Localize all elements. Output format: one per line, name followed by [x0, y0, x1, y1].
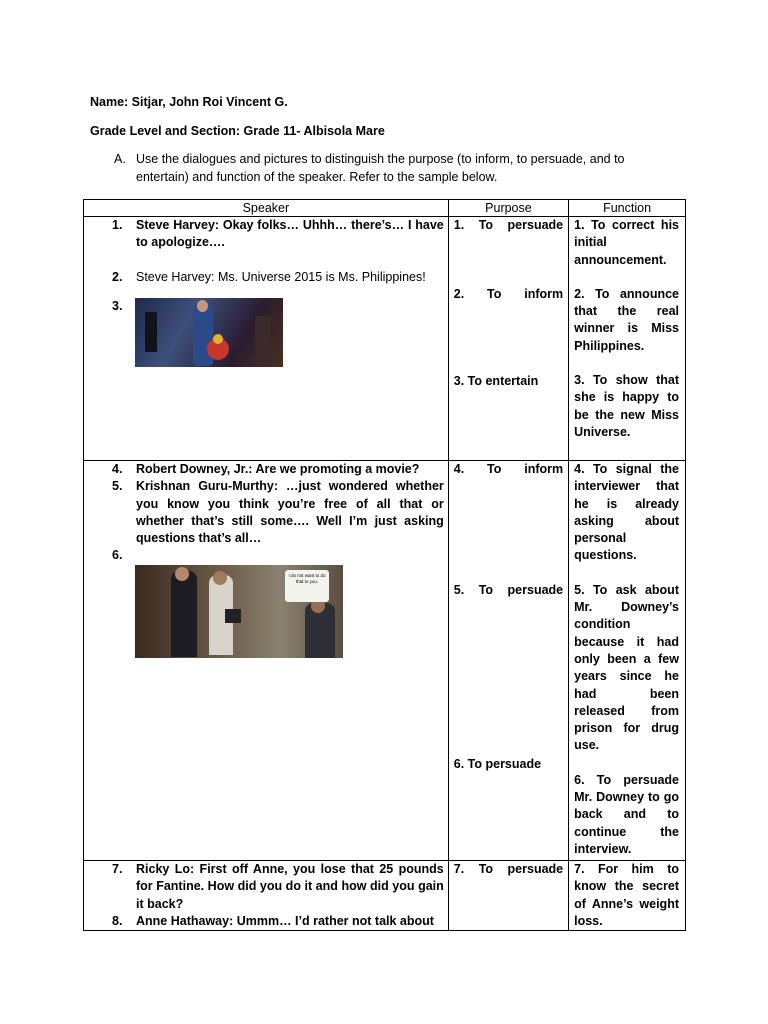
- pageant-photo: [135, 298, 283, 367]
- dialogue-item: [84, 217, 448, 252]
- table-row: [84, 217, 686, 461]
- item-text: Steve Harvey: Ms. Universe 2015 is Ms. Philippines!: [136, 269, 426, 284]
- dialogue-item: [84, 913, 448, 930]
- dialogue-item: [84, 547, 448, 564]
- dialogue-item: [84, 478, 448, 547]
- function-cell: [569, 461, 686, 861]
- dialogue-item: [84, 269, 448, 286]
- item-number: 3.: [112, 298, 123, 313]
- interview-photo: [135, 565, 343, 658]
- purpose-item: 6. To persuade: [453, 756, 542, 771]
- item-number: 7.: [112, 862, 123, 876]
- function-item: 6. To persuade Mr. Downey to go back and to continue the interview.: [574, 772, 679, 856]
- header-purpose: Purpose: [448, 200, 568, 217]
- purpose-item: 4. To inform: [453, 462, 564, 476]
- item-number: 5.: [112, 479, 123, 494]
- function-item: 5. To ask about Mr. Downey’s condition because it had only been a few years since he had been released from prison for drug use.: [574, 582, 679, 753]
- grade-section: Grade Level and Section: Grade 11- Albisola Mare: [90, 124, 385, 138]
- function-cell: [569, 861, 686, 931]
- instruction-label: A.: [114, 152, 126, 166]
- table-row: [84, 861, 686, 931]
- speech-bubble: I do not want to do that to you.: [285, 570, 329, 602]
- speaker-cell: [84, 217, 449, 461]
- item-text: Robert Downey, Jr.: Are we promoting a movie?: [136, 462, 420, 476]
- instruction-text: Use the dialogues and pictures to distinguish the purpose (to inform, to persuade, and to entertain) and function of the speaker. Refer to the sample below.: [136, 152, 625, 184]
- function-cell: [569, 217, 686, 461]
- purpose-item: 5. To persuade: [453, 583, 564, 598]
- item-number: 8.: [112, 913, 123, 928]
- purpose-item: 1. To persuade: [453, 218, 564, 232]
- item-text: Ricky Lo: First off Anne, you lose that 25 pounds for Fantine. How did you do it and how did you gain it back?: [136, 862, 444, 911]
- header-function: Function: [569, 200, 686, 217]
- function-item: 3. To show that she is happy to be the new Miss Universe.: [574, 373, 679, 439]
- purpose-cell: [448, 217, 568, 461]
- function-item: 2. To announce that the real winner is Miss Philippines.: [574, 286, 679, 353]
- function-item: 7. For him to know the secret of Anne’s weight loss.: [574, 862, 679, 928]
- dialogue-table: [83, 199, 686, 931]
- speaker-cell: [84, 461, 449, 861]
- table-header-row: [84, 200, 686, 217]
- function-item: 4. To signal the interviewer that he is already asking about personal questions.: [574, 462, 679, 563]
- function-item: 1. To correct his initial announcement.: [574, 218, 679, 267]
- item-text: Krishnan Guru-Murthy: …just wondered whether you know you think you’re free of all that or whether that’s still some…. Well I’m just asking questions that’s all…: [136, 479, 444, 546]
- dialogue-item: [84, 461, 448, 478]
- student-name: Name: Sitjar, John Roi Vincent G.: [90, 95, 288, 109]
- item-number: 1.: [112, 218, 123, 232]
- item-text: Anne Hathaway: Ummm… I’d rather not talk about: [136, 913, 434, 928]
- purpose-item: 3. To entertain: [453, 373, 539, 388]
- purpose-cell: [448, 861, 568, 931]
- purpose-item: 2. To inform: [453, 287, 564, 302]
- item-number: 6.: [112, 548, 123, 563]
- item-number: 2.: [112, 269, 123, 284]
- header-speaker: Speaker: [84, 200, 449, 217]
- purpose-item: 7. To persuade: [453, 862, 564, 876]
- speaker-cell: [84, 861, 449, 931]
- purpose-cell: [448, 461, 568, 861]
- table-row: [84, 461, 686, 861]
- dialogue-item: [84, 861, 448, 913]
- item-number: 4.: [112, 462, 123, 476]
- item-text: Steve Harvey: Okay folks… Uhhh… there’s… I have to apologize….: [136, 218, 444, 250]
